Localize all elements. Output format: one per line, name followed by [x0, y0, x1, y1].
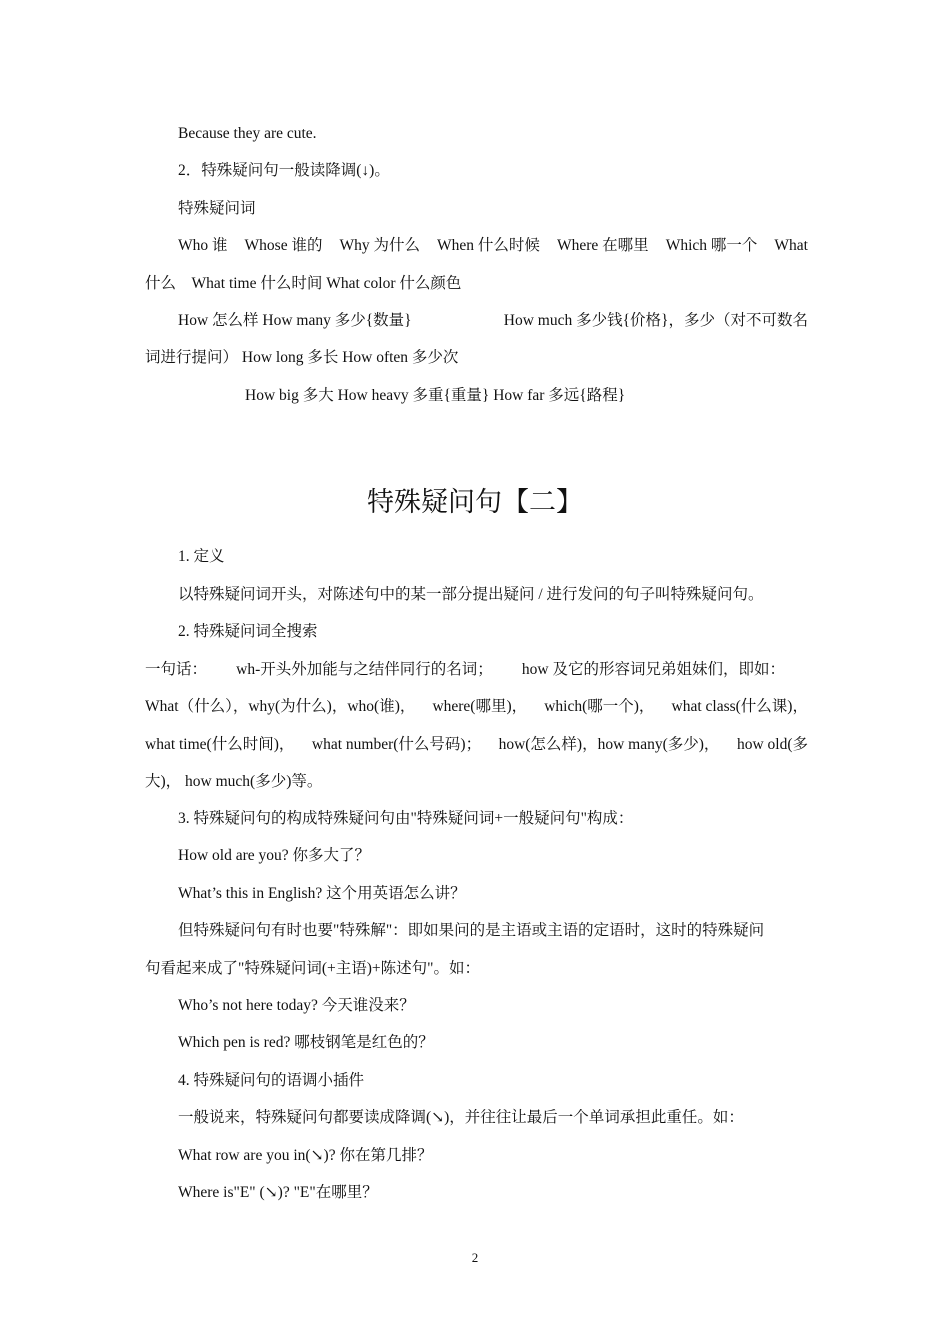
text-line: How big 多大 How heavy 多重{重量} How far 多远{路程}	[245, 387, 626, 404]
text-line: What’s this in English? 这个用英语怎么讲？	[178, 885, 466, 902]
text-row	[145, 660, 785, 680]
text-line: 1. 定义	[178, 548, 225, 565]
text-line: Where is"E" (↘)? "E"在哪里？	[178, 1184, 378, 1201]
text-line: 特殊疑问词	[178, 200, 256, 217]
text-line: 一般说来，特殊疑问句都要读成降调(↘)，并往往让最后一个单词承担此重任。如：	[178, 1109, 744, 1126]
text-line: Because they are cute.	[178, 125, 317, 142]
word: Who 谁	[178, 237, 228, 254]
phrase: how old(多	[736, 736, 808, 753]
question-words-row	[178, 311, 808, 331]
text-line: 3. 特殊疑问句的构成特殊疑问句由"特殊疑问词+一般疑问句"构成：	[178, 810, 634, 827]
text-line: 4. 特殊疑问句的语调小插件	[178, 1072, 365, 1089]
text-line: 词进行提问） How long 多长 How often 多少次	[145, 349, 459, 366]
text-line: Who’s not here today? 今天谁没来？	[178, 997, 415, 1014]
phrase: what time(什么时间)，	[145, 736, 295, 753]
phrase: how(怎么样)，how many(多少)，	[498, 736, 720, 753]
text-line: 但特殊疑问句有时也要"特殊解"：即如果问的是主语或主语的定语时，这时的特殊疑问	[178, 922, 765, 939]
text-line: 什么 What time 什么时间 What color 什么颜色	[145, 275, 462, 292]
text-line: 以特殊疑问词开头，对陈述句中的某一部分提出疑问 / 进行发问的句子叫特殊疑问句。	[178, 586, 764, 603]
word: Where 在哪里	[556, 237, 649, 254]
text-row	[145, 697, 808, 717]
text-line: 大)， how much(多少)等。	[145, 773, 323, 790]
word: When 什么时候	[437, 237, 540, 254]
word: Why 为什么	[339, 237, 421, 254]
phrase: which(哪一个)，	[544, 698, 655, 715]
section-title: 特殊疑问句【二】	[367, 487, 583, 518]
phrase: where(哪里)，	[432, 698, 528, 715]
word-group: How much 多少钱{价格}，多少（对不可数名	[503, 312, 808, 329]
text-line: 句看起来成了"特殊疑问词(+主语)+陈述句"。如：	[145, 960, 480, 977]
word-group: How 怎么样 How many 多少{数量}	[178, 312, 412, 329]
phrase: what class(什么课)，	[671, 698, 808, 715]
word: Which 哪一个	[665, 237, 758, 254]
text-line: 2．特殊疑问句一般读降调(↓)。	[178, 162, 390, 179]
word: What	[774, 237, 808, 254]
text-line: 2. 特殊疑问词全搜索	[178, 623, 318, 640]
phrase: What（什么），why(为什么)，who(谁)，	[145, 698, 416, 715]
text-row	[145, 735, 808, 755]
page-number: 2	[471, 1250, 479, 1265]
word: Whose 谁的	[244, 237, 323, 254]
text-line: How old are you? 你多大了？	[178, 847, 370, 864]
text-line: What row are you in(↘)? 你在第几排？	[178, 1147, 433, 1164]
phrase: what number(什么号码)；	[311, 736, 482, 753]
phrase: 一句话：	[145, 661, 208, 678]
phrase: how 及它的形容词兄弟姐妹们，即如：	[521, 661, 785, 678]
phrase: wh-开头外加能与之结伴同行的名词；	[236, 661, 493, 678]
question-words-row	[178, 236, 808, 256]
text-line: Which pen is red? 哪枝钢笔是红色的？	[178, 1034, 434, 1051]
